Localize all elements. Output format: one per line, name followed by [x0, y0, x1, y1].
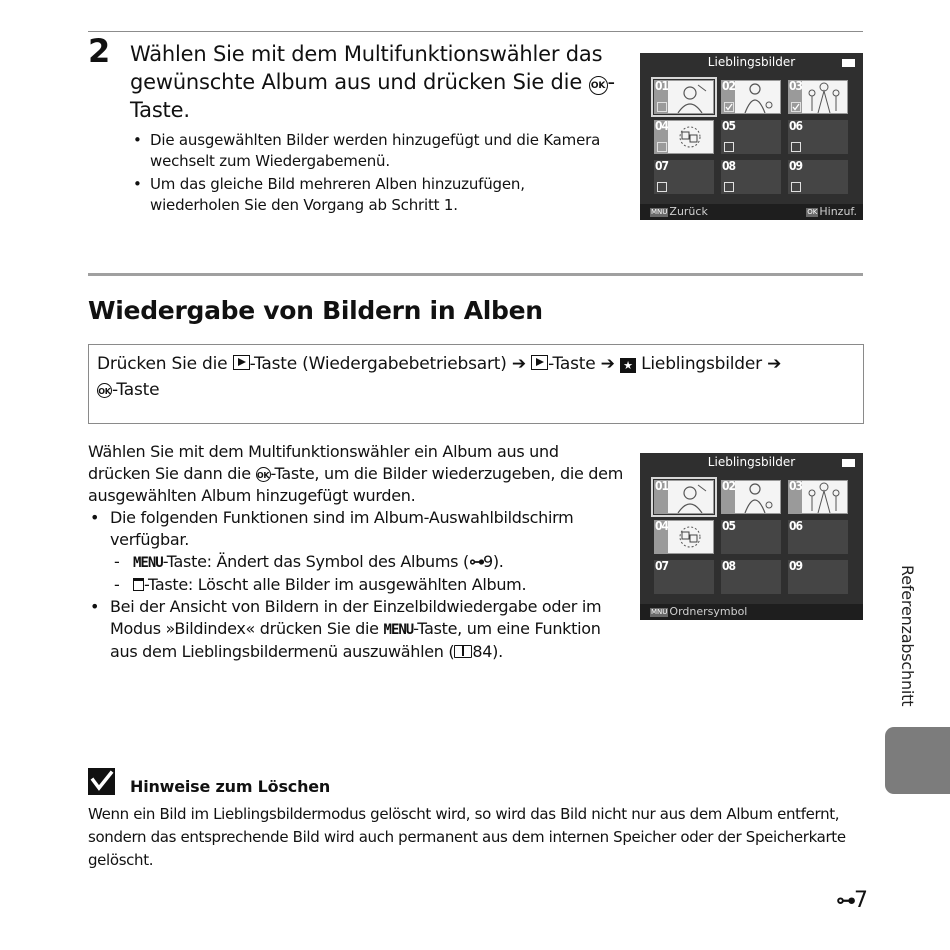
menu-path-box: Drücken Sie die -Taste (Wiedergabebetriebsart) ➔ -Taste ➔ ★ Lieblingsbilder ➔ OK-Taste: [88, 344, 864, 424]
body-text: Wählen Sie mit dem Multifunktionswähler ein Album aus und drücken Sie dann die OK-Taste, um die Bilder wiederzugeben, die dem ausgewählten Album hinzugefügt wurden. • Die folgenden Funktionen sind im Album-Auswahlbildschirm verfügbar. - MENU-Taste: Ändert das Symbol des Albums (⊶9). - -Taste: Löscht alle Bilder im ausgewählten Album. • Bei der Ansicht von Bildern in der Einzelbildwiedergabe oder im Modus »Bildindex« drücken Sie die MENU-Taste, um eine Funktion aus dem Lieblingsbildermenü auszuwählen ( 84).: [88, 441, 623, 663]
photo-thumbnail: [802, 81, 847, 113]
section-title: Wiedergabe von Bildern in Alben: [88, 296, 543, 325]
battery-icon: [842, 459, 855, 467]
album-cell[interactable]: 09: [788, 560, 848, 594]
album-grid: [654, 80, 850, 194]
screen-footer: [640, 204, 863, 220]
ok-button-icon: OK: [97, 383, 112, 398]
top-rule: [88, 31, 863, 32]
ok-button-icon: OK: [589, 76, 608, 95]
list-item: • Um das gleiche Bild mehreren Alben hinzuzufügen, wiederholen Sie den Vorgang ab Schritt 1.: [130, 174, 610, 216]
check-note-icon: [88, 768, 115, 795]
section-side-label: Referenzabschnitt: [898, 565, 917, 707]
photo-thumbnail: [735, 481, 780, 513]
album-cell[interactable]: 01: [654, 80, 714, 114]
note-text: Wenn ein Bild im Lieblingsbildermodus gelöscht wird, so wird das Bild nicht nur aus dem Album entfernt, sondern das entsprechende Bild wird auch permanent aus dem internen Speicher oder der Speicherkarte gelöscht.: [88, 805, 846, 869]
list-item: • Bei der Ansicht von Bildern in der Einzelbildwiedergabe oder im Modus »Bildindex« drücken Sie die MENU-Taste, um eine Funktion aus dem Lieblingsbildermenü auszuwählen ( 84).: [88, 596, 623, 663]
photo-thumbnail: [802, 481, 847, 513]
album-cell[interactable]: 07: [654, 160, 714, 194]
playback-icon: [233, 355, 250, 370]
checkbox[interactable]: [657, 182, 667, 192]
album-cell[interactable]: 07: [654, 560, 714, 594]
checkbox[interactable]: [724, 142, 734, 152]
album-cell[interactable]: 08: [721, 560, 781, 594]
section-tab: [885, 727, 950, 794]
step-instruction: Wählen Sie mit dem Multifunktionswähler das gewünschte Album aus und drücken Sie die OK -Taste.: [130, 42, 615, 122]
back-button-icon: MNU: [651, 208, 668, 216]
photo-thumbnail: [668, 81, 713, 113]
page-number: ⊶7: [836, 888, 868, 913]
screen-footer: [640, 604, 863, 620]
list-item: - MENU-Taste: Ändert das Symbol des Albums (⊶9).: [88, 551, 623, 574]
menu-button-icon: MNU: [651, 608, 668, 616]
album-cell[interactable]: 05: [721, 120, 781, 154]
checkbox[interactable]: [724, 182, 734, 192]
album-cell[interactable]: 01: [654, 480, 714, 514]
photo-thumbnail: [735, 81, 780, 113]
note-title: Hinweise zum Löschen: [130, 777, 331, 796]
photo-thumbnail: [668, 521, 713, 553]
step-bullets: [130, 130, 610, 218]
step-number: 2: [88, 32, 111, 70]
ok-button-icon: OK: [807, 208, 818, 216]
checkbox[interactable]: [791, 182, 801, 192]
playback-icon: [531, 355, 548, 370]
album-cell[interactable]: 04: [654, 120, 714, 154]
battery-icon: [842, 59, 855, 67]
checkbox[interactable]: [657, 142, 667, 152]
checkbox[interactable]: [657, 102, 667, 112]
back-label: Zurück: [669, 205, 708, 218]
book-icon: [454, 645, 472, 658]
list-item: • Die folgenden Funktionen sind im Album-Auswahlbildschirm verfügbar.: [88, 507, 623, 551]
album-cell[interactable]: 05: [721, 520, 781, 554]
ok-button-icon: OK: [256, 467, 271, 482]
photo-thumbnail: [668, 121, 713, 153]
reference-icon: ⊶: [468, 552, 483, 571]
album-cell[interactable]: 09: [788, 160, 848, 194]
album-cell[interactable]: 04: [654, 520, 714, 554]
menu-button-icon: MENU: [383, 622, 414, 638]
list-item: • Die ausgewählten Bilder werden hinzugefügt und die Kamera wechselt zum Wiedergabemenü.: [130, 130, 610, 172]
list-item: - -Taste: Löscht alle Bilder im ausgewählten Album.: [88, 574, 623, 596]
checkbox-checked[interactable]: [791, 102, 801, 112]
section-rule: [88, 273, 863, 276]
reference-icon: ⊶: [836, 888, 854, 912]
album-cell[interactable]: 02: [721, 480, 781, 514]
favorites-icon: ★: [620, 358, 636, 373]
photo-thumbnail: [668, 481, 713, 513]
screen-title: Lieblingsbilder: [707, 55, 796, 69]
album-cell[interactable]: 02: [721, 80, 781, 114]
add-label: Hinzuf.: [819, 205, 857, 218]
screen-title: Lieblingsbilder: [707, 455, 796, 469]
album-cell[interactable]: 03: [788, 80, 848, 114]
menu-button-icon: MENU: [133, 555, 163, 571]
album-cell[interactable]: 08: [721, 160, 781, 194]
camera-screen-album-playback: [640, 453, 863, 620]
album-cell[interactable]: 06: [788, 520, 848, 554]
album-grid: [654, 480, 850, 594]
album-cell[interactable]: 03: [788, 480, 848, 514]
trash-icon: [133, 578, 144, 591]
album-cell[interactable]: 06: [788, 120, 848, 154]
checkbox-checked[interactable]: [724, 102, 734, 112]
camera-screen-album-select: [640, 53, 863, 220]
folder-icon-label: Ordnersymbol: [669, 605, 748, 618]
checkbox[interactable]: [791, 142, 801, 152]
